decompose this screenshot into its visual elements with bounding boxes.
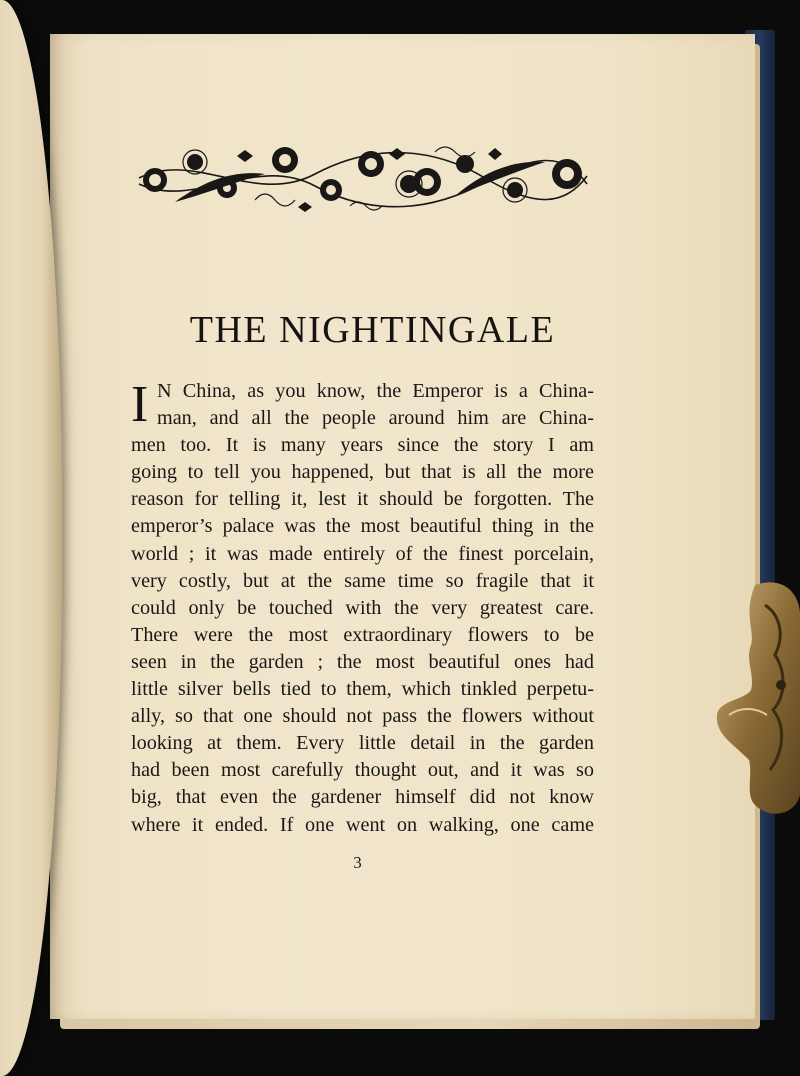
text-line: seen in the garden ; the most beautiful ones had bbox=[131, 650, 594, 673]
brass-clasp-icon bbox=[715, 575, 800, 820]
text-line: little silver bells tied to them, which tinkled perpetu- bbox=[131, 678, 594, 701]
chapter-title: THE NIGHTINGALE bbox=[189, 309, 556, 351]
body-text bbox=[131, 378, 594, 839]
text-line: ally, so that one should not pass the flowers without bbox=[131, 705, 594, 728]
text-line: had been most carefully thought out, and it was so bbox=[131, 759, 594, 782]
text-line: very costly, but at the same time so fragile that it bbox=[131, 569, 594, 592]
drop-cap: I bbox=[131, 376, 149, 433]
page-number: 3 bbox=[353, 853, 362, 872]
text-line: There were the most extraordinary flowers to be bbox=[131, 623, 594, 646]
text-line: looking at them. Every little detail in the garden bbox=[131, 732, 594, 755]
text-line: big, that even the gardener himself did not know bbox=[131, 786, 594, 809]
text-line: reason for telling it, lest it should be forgotten. The bbox=[131, 488, 594, 511]
text-line: emperor’s palace was the most beautiful thing in the bbox=[131, 515, 594, 538]
text-line: where it ended. If one went on walking, one came bbox=[131, 813, 594, 836]
floral-headpiece-icon bbox=[135, 140, 590, 215]
text-line: going to tell you happened, but that is all the more bbox=[131, 461, 594, 484]
text-line: could only be touched with the very greatest care. bbox=[131, 596, 594, 619]
text-line: N China, as you know, the Emperor is a China- bbox=[157, 380, 594, 402]
text-line: man, and all the people around him are China- bbox=[157, 407, 594, 430]
text-line: men too. It is many years since the story I am bbox=[131, 434, 594, 457]
text-line: world ; it was made entirely of the finest porcelain, bbox=[131, 542, 594, 565]
